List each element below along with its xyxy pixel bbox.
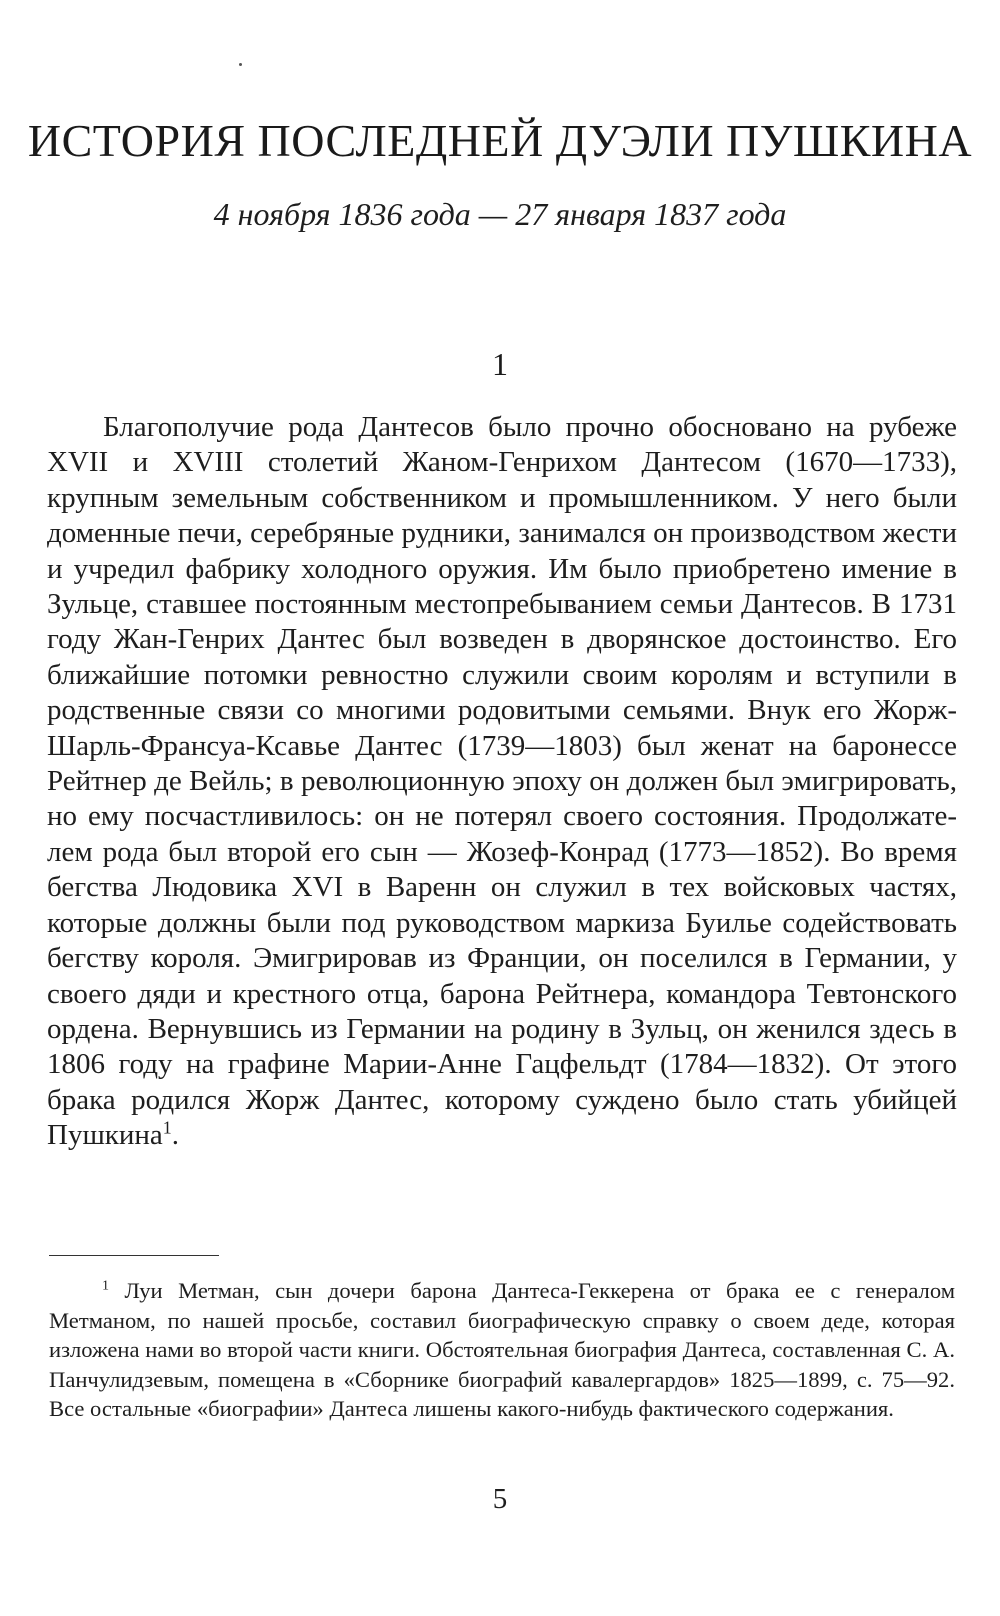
chapter-title: ИСТОРИЯ ПОСЛЕДНЕЙ ДУЭЛИ ПУШКИНА: [27, 115, 973, 166]
footnote-reference[interactable]: 1: [162, 1117, 172, 1138]
paragraph-end: .: [171, 1119, 180, 1152]
footnote: [49, 1276, 955, 1424]
paragraph-text: Благополучие рода Дантесов было прочно обосновано на рубеже XVII и XVIII столетий Жаном-Генрихом Дантесом (1670—1733), крупным земельным собственником и промышленником. У него были доменные печи, серебряные рудники, занимался он производством жести и учредил фабрику холодного оружия. Им было приобретено имение в Зульце, ставшее постоянным местопребыванием семьи Дантесов. В 1731 году Жан-Генрих Дантес был возведен в дворянское достоинство. Его ближайшие потомки ревностно служили своим королям и вступили в родственные связи со многими родовитыми семьями. Внук его Жорж-Шарль-Франсуа-Ксавье Дантес (1739—1803) был женат на баронессе Рейтнер де Вейль; в революционную эпоху он должен был эмигрировать, но ему посчастливилось: он не потерял своего состояния. Продолжателем рода был второй его сын — Жозеф-Конрад (1773—1852). Во время бегства Людовика XVI в Варенн он служил в тех войсковых частях, которые должны были под руководством маркиза Буилье содействовать бегству короля. Эмигрировав из Франции, он поселился в Германии, у своего дяди и крестного отца, барона Рейтнера, командора Тевтонского ордена. Вернувшись из Германии на родину в Зульц, он женился здесь в 1806 году на графине Марии-Анне Гацфельдт (1784—1832). От этого брака родился Жорж Дантес, которому суждено было стать убийцей Пушкина: [47, 411, 957, 1152]
chapter-subtitle-dates: 4 ноября 1836 года — 27 января 1837 года: [213, 196, 787, 232]
footnote-text: Луи Метман, сын дочери барона Дантеса-Геккерена от брака ее с генералом Метманом, по нашей просьбе, составил биографическую справку о своем деде, которая изложена нами во второй части книги. Обстоятельная биография Дантеса, составленная С. А. Панчулидзевым, помещена в «Сборнике биографий кавалергардов» 1825—1899, с. 75—92. Все остальные «биографии» Дантеса лишены какого-нибудь фактического содержания.: [49, 1278, 955, 1421]
section-number: 1: [492, 346, 508, 382]
print-speck: [239, 63, 242, 66]
page-number: 5: [492, 1483, 508, 1515]
footnote-separator: [49, 1255, 219, 1256]
footnote-marker: 1: [102, 1278, 109, 1294]
body-paragraph: [47, 410, 957, 1154]
